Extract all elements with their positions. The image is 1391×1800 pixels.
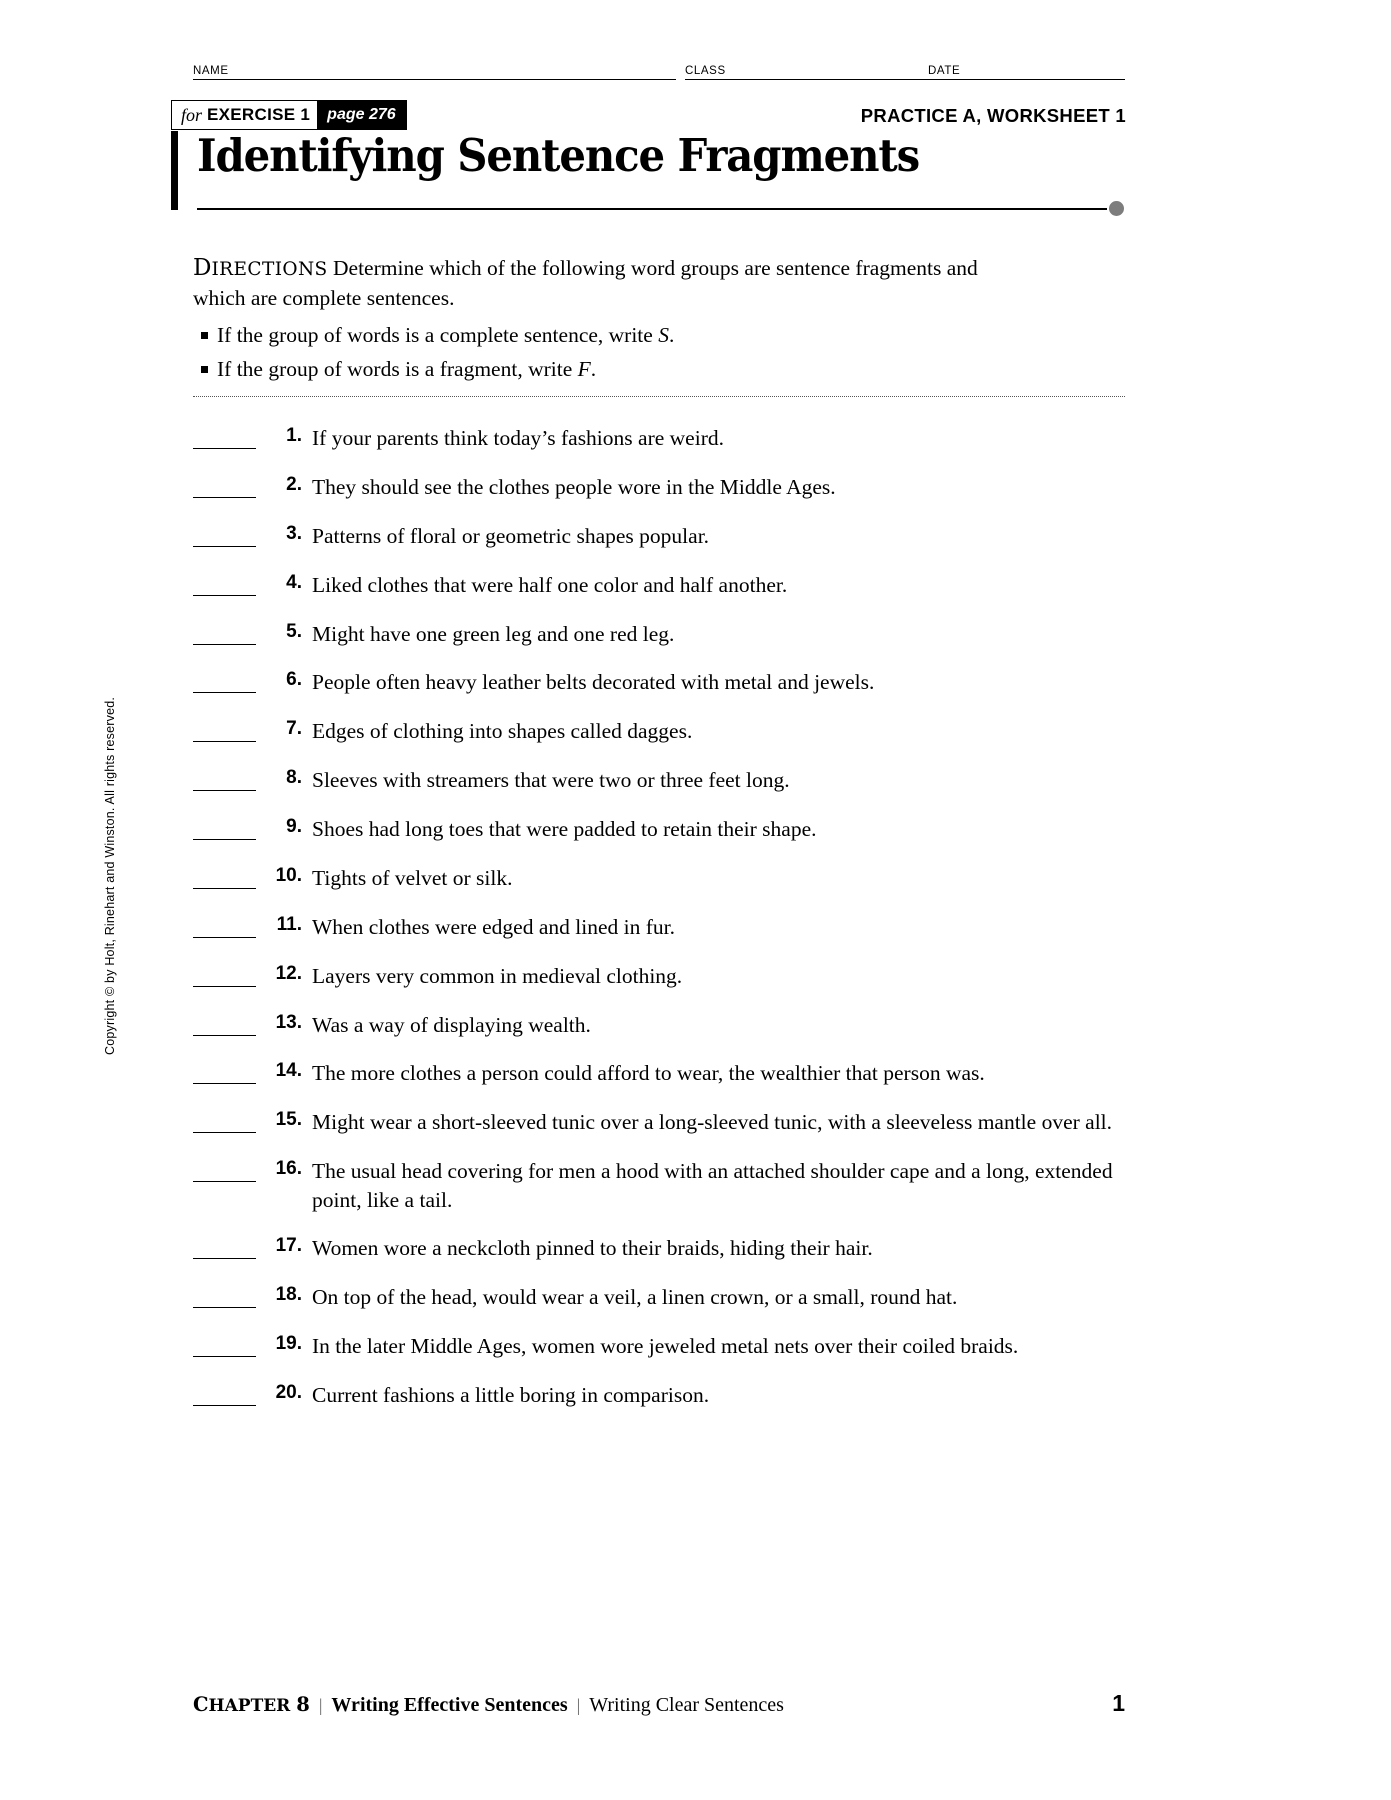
list-item <box>193 1011 1125 1039</box>
name-field[interactable] <box>193 54 676 80</box>
item-text: If your parents think today’s fashions are weird. <box>312 426 724 450</box>
item-text: They should see the clothes people wore in the Middle Ages. <box>312 474 836 499</box>
answer-blank[interactable] <box>193 918 256 938</box>
exercise-tag-text <box>172 101 317 129</box>
list-item <box>193 571 1125 599</box>
chapter-label: CHAPTER 8 <box>193 1693 310 1716</box>
item-text: On top of the head, would wear a veil, a linen crown, or a small, round hat. <box>312 1285 958 1310</box>
answer-blank[interactable] <box>193 673 256 693</box>
title-rule <box>197 208 1107 210</box>
copyright-notice: Copyright © by Holt, Rinehart and Winston. All rights reserved. <box>103 696 117 1055</box>
item-text: Was a way of displaying wealth. <box>312 1012 591 1037</box>
list-item <box>193 1108 1125 1136</box>
footer-separator-2: | <box>576 1695 581 1715</box>
item-number: 20. <box>275 1382 302 1403</box>
item-number: 8. <box>286 767 302 789</box>
answer-blank[interactable] <box>193 576 256 596</box>
answer-blank[interactable] <box>193 478 256 498</box>
exercise-prefix: for <box>181 104 203 125</box>
list-item <box>193 864 1125 892</box>
item-number: 14. <box>275 1060 302 1082</box>
page-footer <box>193 1690 1125 1717</box>
item-text: Patterns of floral or geometric shapes popular. <box>312 523 710 548</box>
answer-blank[interactable] <box>193 1113 256 1133</box>
item-text: The more clothes a person could afford to wear, the wealthier that person was. <box>312 1061 985 1086</box>
list-item <box>193 522 1125 550</box>
item-number: 4. <box>286 571 302 593</box>
answer-blank[interactable] <box>193 967 256 987</box>
list-item <box>193 668 1125 696</box>
answer-blank[interactable] <box>193 1337 256 1357</box>
list-item <box>193 913 1125 941</box>
footer-separator-1: | <box>318 1695 323 1715</box>
item-number: 11. <box>276 913 302 935</box>
footer-section-plain: Writing Clear Sentences <box>589 1694 784 1716</box>
class-label: CLASS <box>685 65 726 77</box>
answer-blank[interactable] <box>193 527 256 547</box>
item-number: 1. <box>286 425 302 446</box>
list-item <box>193 815 1125 843</box>
divider-dotted <box>193 396 1125 397</box>
exercise-tag <box>171 100 407 130</box>
list-item <box>193 962 1125 990</box>
item-text: Might have one green leg and one red leg. <box>312 621 675 646</box>
item-number: 12. <box>275 962 302 984</box>
item-text: Current fashions a little boring in comparison. <box>312 1383 710 1407</box>
item-text: People often heavy leather belts decorated with metal and jewels. <box>312 670 875 695</box>
list-item <box>193 473 1125 501</box>
item-number: 3. <box>286 522 302 544</box>
item-text: Sleeves with streamers that were two or three feet long. <box>312 768 790 793</box>
item-number: 5. <box>286 620 302 642</box>
page-title: Identifying Sentence Fragments <box>197 129 920 182</box>
directions-text-line <box>193 253 993 312</box>
item-number: 17. <box>275 1235 302 1257</box>
practice-worksheet-label: PRACTICE A, WORKSHEET 1 <box>860 105 1126 126</box>
list-item <box>193 766 1125 794</box>
list-item <box>193 1381 1125 1409</box>
list-item <box>193 1157 1125 1214</box>
item-text: Tights of velvet or silk. <box>312 865 513 890</box>
directions-bullets <box>193 321 993 383</box>
item-text: Might wear a short-sleeved tunic over a long-sleeved tunic, with a sleeveless mantle over all. <box>312 1110 1113 1135</box>
item-text: In the later Middle Ages, women wore jeweled metal nets over their coiled braids. <box>312 1334 1019 1359</box>
answer-blank[interactable] <box>193 429 256 449</box>
item-number: 13. <box>275 1011 302 1033</box>
item-number: 16. <box>275 1158 302 1180</box>
answer-blank[interactable] <box>193 771 256 791</box>
item-number: 9. <box>286 816 302 837</box>
item-text: Shoes had long toes that were padded to retain their shape. <box>312 817 817 841</box>
directions-bullet-1: If the group of words is a complete sentence, write S. <box>193 321 993 350</box>
title-rule-dot-icon <box>1109 201 1124 216</box>
exercise-label: EXERCISE 1 <box>207 105 311 124</box>
answer-blank[interactable] <box>193 869 256 889</box>
item-number: 15. <box>275 1109 302 1131</box>
item-text: When clothes were edged and lined in fur. <box>312 914 675 939</box>
name-label: NAME <box>193 65 229 77</box>
list-item <box>193 1059 1125 1087</box>
title-left-bar <box>171 131 178 210</box>
list-item <box>193 424 1125 452</box>
exercise-items <box>193 424 1125 1430</box>
item-number: 7. <box>286 718 302 740</box>
list-item <box>193 1332 1125 1360</box>
list-item <box>193 620 1125 648</box>
item-number: 10. <box>275 864 302 886</box>
page-number: 1 <box>1112 1690 1125 1716</box>
item-number: 2. <box>286 473 302 495</box>
item-text: Edges of clothing into shapes called dagges. <box>312 719 693 744</box>
answer-blank[interactable] <box>193 1064 256 1084</box>
answer-blank[interactable] <box>193 1288 256 1308</box>
answer-blank[interactable] <box>193 1386 256 1406</box>
item-text: Layers very common in medieval clothing. <box>312 963 683 988</box>
item-text: Liked clothes that were half one color and half another. <box>312 572 788 597</box>
list-item <box>193 1234 1125 1262</box>
directions-label: DIRECTIONS <box>193 255 328 281</box>
item-text: The usual head covering for men a hood with an attached shoulder cape and a long, extended point, like a tail. <box>312 1159 1113 1212</box>
directions-text: Determine which of the following word groups are sentence fragments and which are complete sentences. <box>193 256 978 310</box>
item-number: 6. <box>286 669 302 691</box>
list-item <box>193 717 1125 745</box>
item-number: 18. <box>275 1284 302 1306</box>
header-fields <box>193 52 1125 80</box>
item-number: 19. <box>275 1333 302 1355</box>
answer-blank[interactable] <box>193 820 256 840</box>
date-label: DATE <box>928 65 961 77</box>
answer-blank[interactable] <box>193 722 256 742</box>
exercise-tag-row <box>171 100 1126 132</box>
directions-bullet-2: If the group of words is a fragment, write F. <box>193 355 993 384</box>
list-item <box>193 1283 1125 1311</box>
item-text: Women wore a neckcloth pinned to their braids, hiding their hair. <box>312 1236 873 1261</box>
class-field[interactable] <box>685 54 928 80</box>
answer-blank[interactable] <box>193 1239 256 1259</box>
page-reference: page 276 <box>317 101 405 129</box>
date-field[interactable] <box>928 54 1125 80</box>
answer-blank[interactable] <box>193 625 256 645</box>
answer-blank[interactable] <box>193 1162 256 1182</box>
answer-blank[interactable] <box>193 1016 256 1036</box>
footer-section-bold: Writing Effective Sentences <box>331 1694 568 1716</box>
title-block <box>171 131 1126 216</box>
directions-block <box>193 253 993 388</box>
